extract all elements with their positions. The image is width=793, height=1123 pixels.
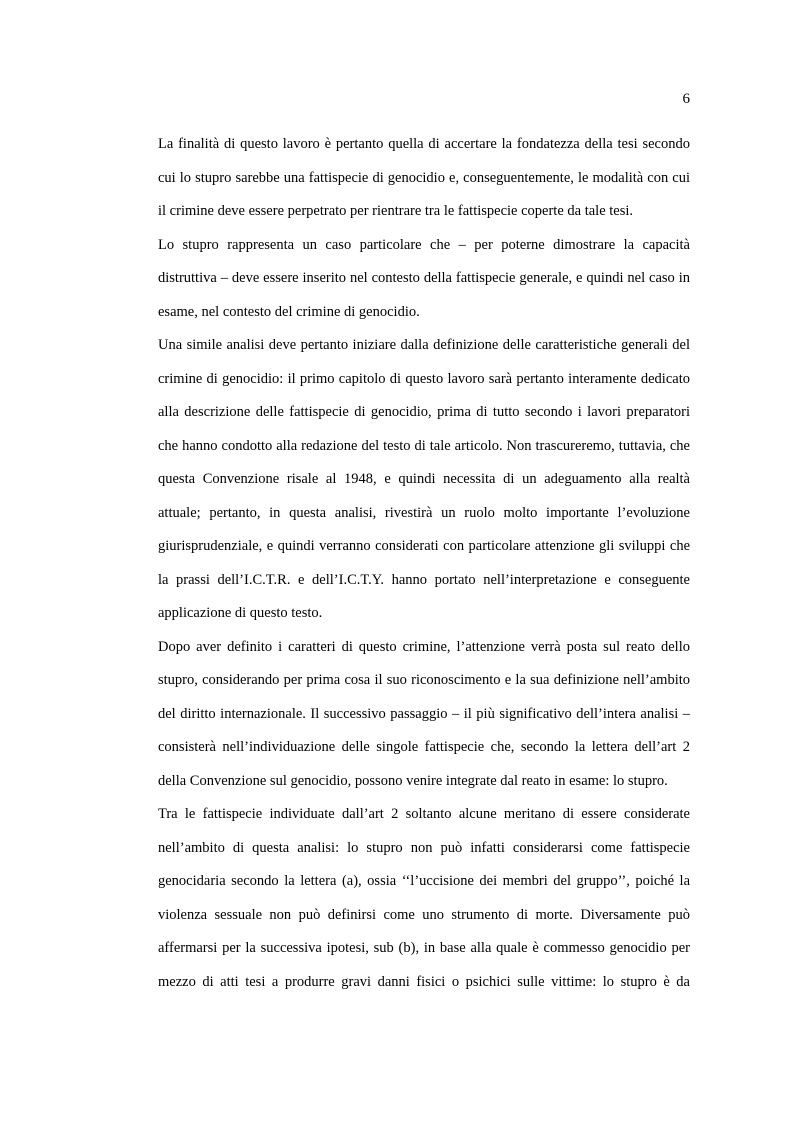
text-line: distruttiva – deve essere inserito nel contesto della fattispecie generale, e quindi nel caso in: [158, 270, 690, 286]
text-line: genocidaria secondo la lettera (a), ossia ‘‘l’uccisione dei membri del gruppo’’, poiché la: [158, 873, 690, 889]
text-line: che hanno condotto alla redazione del testo di tale articolo. Non trascureremo, tuttavia, che: [158, 437, 690, 454]
text-line: della Convenzione sul genocidio, possono venire integrate dal reato in esame: lo stupro.: [158, 772, 668, 789]
text-line: crimine di genocidio: il primo capitolo di questo lavoro sarà pertanto interamente dedicato: [158, 370, 690, 387]
text-line: Tra le fattispecie individuate dall’art 2 soltanto alcune meritano di essere considerate: [158, 806, 690, 822]
page-number: 6: [682, 91, 690, 107]
text-line: Una simile analisi deve pertanto iniziare dalla definizione delle caratteristiche generali del: [158, 337, 690, 353]
text-line: la prassi dell’I.C.T.R. e dell’I.C.T.Y. hanno portato nell’interpretazione e conseguente: [158, 571, 690, 588]
text-line: Dopo aver definito i caratteri di questo crimine, l’attenzione verrà posta sul reato dello: [158, 638, 690, 655]
text-line: applicazione di questo testo.: [158, 605, 323, 621]
text-line: affermarsi per la successiva ipotesi, sub (b), in base alla quale è commesso genocidio per: [158, 940, 690, 956]
text-line: La finalità di questo lavoro è pertanto quella di accertare la fondatezza della tesi secondo: [158, 136, 690, 152]
text-line: giurisprudenziale, e quindi verranno considerati con particolare attenzione gli sviluppi che: [158, 538, 690, 554]
text-line: del diritto internazionale. Il successivo passaggio – il più significativo dell’intera analisi –: [158, 705, 690, 722]
text-line: Lo stupro rappresenta un caso particolare che – per poterne dimostrare la capacità: [158, 236, 690, 253]
text-line: cui lo stupro sarebbe una fattispecie di genocidio e, conseguentemente, le modalità con cui: [158, 169, 690, 186]
text-line: violenza sessuale non può definirsi come uno strumento di morte. Diversamente può: [158, 906, 690, 923]
text-line: attuale; pertanto, in questa analisi, rivestirà un ruolo molto importante l’evoluzione: [158, 504, 690, 521]
body-text: [158, 133, 690, 1004]
text-line: alla descrizione delle fattispecie di genocidio, prima di tutto secondo i lavori preparatori: [158, 404, 690, 420]
text-line: stupro, considerando per prima cosa il suo riconoscimento e la sua definizione nell’ambito: [158, 672, 690, 688]
text-line: consisterà nell’individuazione delle singole fattispecie che, secondo la lettera dell’art 2: [158, 739, 690, 755]
text-line: questa Convenzione risale al 1948, e quindi necessita di un adeguamento alla realtà: [158, 471, 690, 487]
text-line: il crimine deve essere perpetrato per rientrare tra le fattispecie coperte da tale tesi.: [158, 203, 634, 219]
text-line: nell’ambito di questa analisi: lo stupro non può infatti considerarsi come fattispecie: [158, 839, 690, 856]
text-line: mezzo di atti tesi a produrre gravi danni fisici o psichici sulle vittime: lo stupro è da: [158, 973, 690, 990]
text-line: esame, nel contesto del crimine di genocidio.: [158, 303, 420, 320]
